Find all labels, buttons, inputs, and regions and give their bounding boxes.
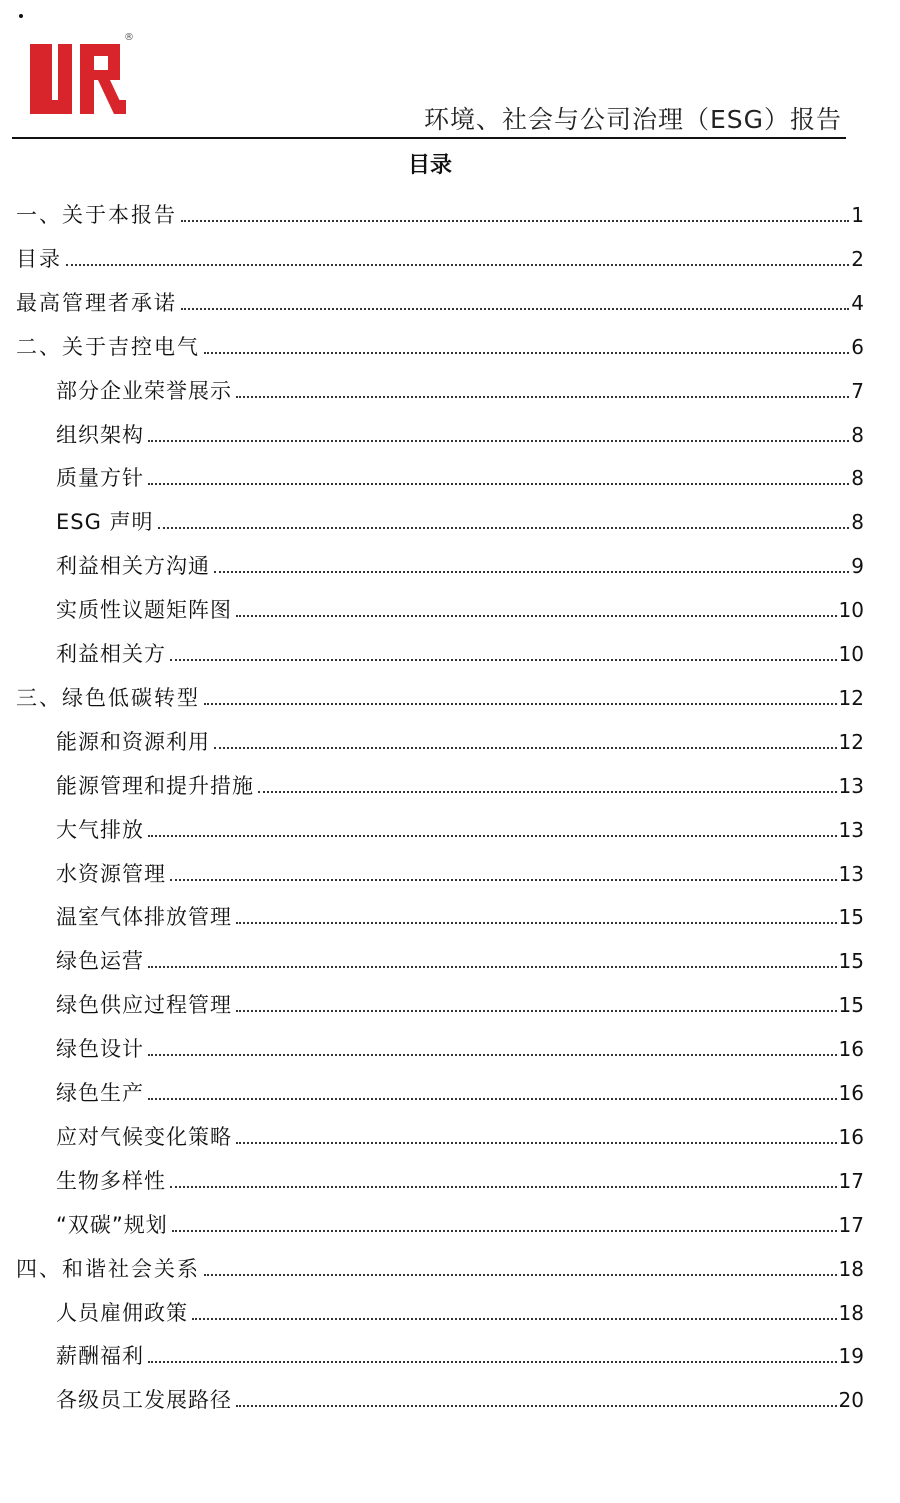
toc-dot-leader [170,658,837,661]
toc-entry-label: 实质性议题矩阵图 [56,598,232,623]
toc-entry-page-number: 7 [851,378,864,403]
toc-dot-leader [170,1185,837,1188]
page-dot [19,14,23,18]
toc-entry[interactable] [56,771,864,801]
company-logo [28,30,138,126]
toc-entry-page-number: 12 [838,685,864,710]
header-rule [12,137,846,139]
toc-entry-page-number: 6 [851,334,864,359]
toc-entry[interactable] [56,507,864,537]
toc-entry[interactable] [56,420,864,450]
toc-entry-page-number: 8 [851,466,864,491]
toc-entry-page-number: 12 [838,729,864,754]
toc-dot-leader [148,1053,837,1056]
toc-entry-page-number: 9 [851,554,864,579]
toc-entry-page-number: 16 [838,1081,864,1105]
toc-entry[interactable] [56,1166,864,1196]
toc-dot-leader [172,1229,837,1232]
toc-dot-leader [148,965,837,968]
toc-entry[interactable] [56,1122,864,1152]
toc-dot-leader [236,1404,837,1407]
toc-entry-label: 水资源管理 [56,861,166,886]
toc-dot-leader [204,702,837,705]
toc-entry-page-number: 17 [838,1212,864,1237]
toc-dot-leader [148,1097,837,1100]
toc-dot-leader [236,921,837,924]
toc-entry-page-number: 8 [851,422,864,447]
toc-entry-page-number: 10 [838,598,864,623]
toc-entry-label: 质量方针 [56,466,144,491]
toc-dot-leader [181,307,849,310]
toc-entry-label: 薪酬福利 [56,1344,144,1369]
toc-dot-leader [214,746,837,749]
toc-dot-leader [181,219,849,222]
toc-entry[interactable] [56,859,864,889]
toc-entry-page-number: 18 [838,1256,864,1281]
toc-entry-page-number: 20 [838,1388,864,1413]
toc-entry[interactable] [56,463,864,493]
toc-entry[interactable] [56,1078,864,1108]
toc-entry-label: 组织架构 [56,422,144,447]
toc-entry[interactable] [56,990,864,1020]
toc-heading: 目录 [407,153,452,178]
toc-entry-page-number: 19 [838,1344,864,1369]
registered-mark: ® [124,32,134,43]
toc-dot-leader [170,878,837,881]
toc-entry-page-number: 2 [851,246,864,271]
toc-entry-label: 利益相关方 [56,642,166,666]
toc-dot-leader [148,439,849,442]
toc-dot-leader [158,526,850,529]
toc-entry[interactable] [16,200,864,230]
toc-entry[interactable] [16,1254,864,1284]
toc-entry[interactable] [56,727,864,757]
toc-entry-label: 绿色设计 [56,1037,144,1062]
toc-entry[interactable] [56,1210,864,1240]
toc-entry[interactable] [56,1034,864,1064]
toc-entry-page-number: 13 [838,861,864,886]
toc-entry[interactable] [16,288,864,318]
toc-entry-label: 二、关于吉控电气 [16,334,200,359]
toc-entry[interactable] [56,639,864,669]
toc-entry-page-number: 16 [838,1037,864,1062]
toc-entry-label: 一、关于本报告 [16,203,177,227]
toc-entry-label: 生物多样性 [56,1168,166,1193]
toc-dot-leader [192,1317,837,1320]
toc-entry-page-number: 10 [838,642,864,666]
toc-entry-label: 人员雇佣政策 [56,1300,188,1325]
toc-entry[interactable] [16,332,864,362]
toc-entry-label: 温室气体排放管理 [56,905,232,930]
toc-entry-label: 各级员工发展路径 [56,1388,232,1413]
toc-entry-label: ESG 声明 [56,510,154,535]
toc-entry-page-number: 13 [838,773,864,798]
toc-dot-leader [236,395,849,398]
toc-entry-page-number: 15 [838,905,864,930]
toc-entry[interactable] [56,1341,864,1371]
toc-entry-label: 绿色运营 [56,949,144,974]
toc-dot-leader [236,1009,837,1012]
toc-dot-leader [148,1360,837,1363]
toc-dot-leader [214,570,849,573]
toc-dot-leader [66,263,849,266]
toc-entry[interactable] [56,595,864,625]
toc-dot-leader [258,790,837,793]
toc-entry-label: 四、和谐社会关系 [16,1256,200,1281]
toc-entry[interactable] [56,1298,864,1328]
toc-entry-page-number: 15 [838,949,864,974]
toc-entry-page-number: 8 [851,510,864,535]
toc-dot-leader [236,1141,837,1144]
toc-dot-leader [148,482,849,485]
toc-entry[interactable] [56,376,864,406]
toc-entry-label: 利益相关方沟通 [56,554,210,579]
toc-dot-leader [204,1273,837,1276]
toc-entry-label: 绿色生产 [56,1081,144,1105]
toc-entry-label: 目录 [16,246,62,271]
toc-entry-label: 大气排放 [56,817,144,842]
toc-entry-page-number: 4 [851,290,864,315]
toc-entry-label: 绿色供应过程管理 [56,993,232,1018]
toc-entry-label: 部分企业荣誉展示 [56,378,232,403]
toc-entry-label: 能源和资源利用 [56,729,210,754]
toc-entry[interactable] [56,1385,864,1415]
toc-entry-page-number: 13 [838,817,864,842]
toc-dot-leader [204,351,849,354]
toc-dot-leader [236,614,837,617]
toc-dot-leader [148,834,837,837]
toc-entry-page-number: 18 [838,1300,864,1325]
toc-entry-label: 能源管理和提升措施 [56,773,254,798]
toc-entry[interactable] [16,244,864,274]
document-title: 环境、社会与公司治理（ESG）报告 [423,105,842,134]
toc-entry[interactable] [56,902,864,932]
toc-entry[interactable] [56,551,864,581]
toc-entry-page-number: 16 [838,1124,864,1149]
toc-entry[interactable] [56,815,864,845]
toc-entry-label: “双碳”规划 [56,1212,168,1237]
toc-entry-page-number: 1 [851,203,864,227]
toc-entry-label: 应对气候变化策略 [56,1124,232,1149]
toc-entry[interactable] [16,683,864,713]
toc-entry[interactable] [56,946,864,976]
toc-entry-label: 三、绿色低碳转型 [16,685,200,710]
toc-entry-page-number: 17 [838,1168,864,1193]
toc-entry-label: 最高管理者承诺 [16,290,177,315]
toc-entry-page-number: 15 [838,993,864,1018]
